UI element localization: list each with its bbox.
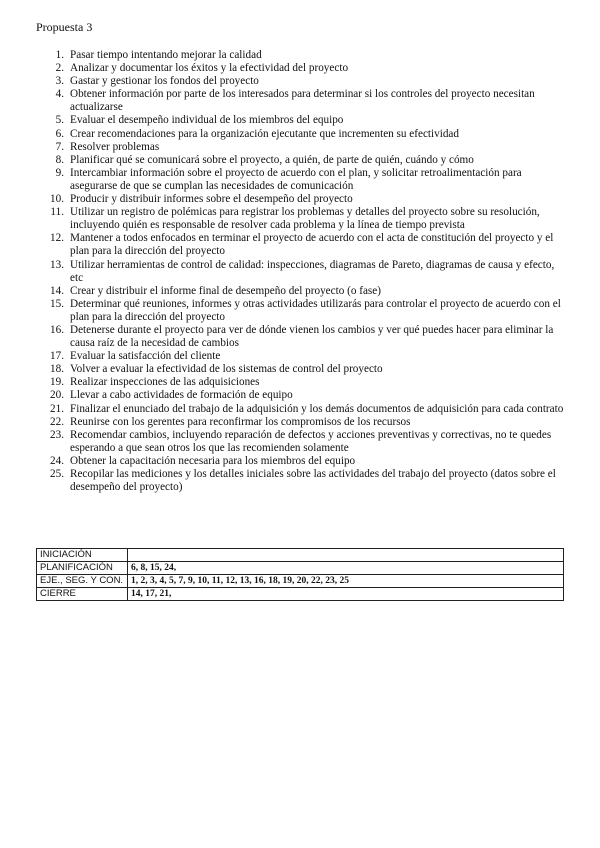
list-item-text: Utilizar herramientas de control de calidad: inspecciones, diagramas de Pareto, diagramas de causa y efecto, etc bbox=[70, 258, 555, 284]
table-row bbox=[37, 575, 564, 588]
list-item-number: 19. bbox=[50, 376, 64, 389]
list-item bbox=[36, 88, 566, 114]
phase-label: EJE., SEG. Y CON. bbox=[37, 575, 128, 588]
list-item-number: 23. bbox=[50, 428, 64, 441]
list-item-number: 6. bbox=[55, 127, 64, 140]
list-item bbox=[36, 154, 566, 167]
list-item-number: 11. bbox=[50, 206, 64, 219]
list-item-number: 22. bbox=[50, 415, 64, 428]
list-item bbox=[36, 193, 566, 206]
list-item-text: Determinar qué reuniones, informes y otras actividades utilizarás para controlar el proyecto de acuerdo con el plan para la dirección del proyecto bbox=[70, 297, 561, 323]
list-item-number: 24. bbox=[50, 454, 64, 467]
list-item-text: Obtener la capacitación necesaria para los miembros del equipo bbox=[70, 454, 356, 467]
list-item-number: 4. bbox=[55, 88, 64, 101]
list-item-number: 14. bbox=[50, 284, 64, 297]
table-row bbox=[37, 562, 564, 575]
list-item bbox=[36, 285, 566, 298]
list-item bbox=[36, 363, 566, 376]
phase-label: INICIACIÓN bbox=[37, 549, 128, 562]
list-item bbox=[36, 455, 566, 468]
list-item bbox=[36, 114, 566, 127]
phase-items: 14, 17, 21, bbox=[128, 588, 564, 601]
list-item bbox=[36, 167, 566, 193]
list-item bbox=[36, 259, 566, 285]
list-item-text: Mantener a todos enfocados en terminar el proyecto de acuerdo con el acta de constitución del proyecto y el plan para la dirección del proyecto bbox=[70, 232, 554, 258]
list-item-number: 2. bbox=[55, 62, 64, 75]
list-item-number: 7. bbox=[55, 140, 64, 153]
phases-table bbox=[36, 548, 564, 601]
list-item-text: Gastar y gestionar los fondos del proyecto bbox=[70, 75, 259, 88]
list-item bbox=[36, 62, 566, 75]
list-item-text: Evaluar el desempeño individual de los miembros del equipo bbox=[70, 114, 344, 127]
phase-items: 1, 2, 3, 4, 5, 7, 9, 10, 11, 12, 13, 16, 18, 19, 20, 22, 23, 25 bbox=[128, 575, 564, 588]
list-item bbox=[36, 128, 566, 141]
list-item-text: Detenerse durante el proyecto para ver de dónde vienen los cambios y ver qué puedes hacer para eliminar la causa raíz de la necesidad de cambios bbox=[70, 323, 554, 350]
list-item-number: 3. bbox=[55, 75, 64, 88]
list-item-number: 17. bbox=[50, 350, 64, 363]
list-item-number: 16. bbox=[50, 323, 64, 336]
list-item-number: 21. bbox=[50, 402, 64, 415]
list-item bbox=[36, 350, 566, 363]
list-item-number: 9. bbox=[55, 166, 64, 179]
phase-label: CIERRE bbox=[37, 588, 128, 601]
list-item-text: Utilizar un registro de polémicas para registrar los problemas y detalles del proyecto sobre su resolución, incluyendo quién es responsable de resolver cada problema y la línea de tiempo prevista bbox=[70, 206, 540, 232]
activity-list bbox=[36, 49, 566, 494]
list-item bbox=[36, 141, 566, 154]
list-item-number: 12. bbox=[50, 232, 64, 245]
list-item-text: Crear recomendaciones para la organización ejecutante que incrementen su efectividad bbox=[70, 127, 459, 140]
list-item-text: Planificar qué se comunicará sobre el proyecto, a quién, de parte de quién, cuándo y cómo bbox=[70, 153, 474, 166]
list-item-text: Obtener información por parte de los interesados para determinar si los controles del proyecto necesitan actualizarse bbox=[70, 88, 535, 114]
phase-items: 6, 8, 15, 24, bbox=[128, 562, 564, 575]
list-item-number: 15. bbox=[50, 297, 64, 310]
list-item-text: Finalizar el enunciado del trabajo de la adquisición y los demás documentos de adquisición para cada contrato bbox=[70, 402, 564, 415]
list-item-number: 25. bbox=[50, 468, 64, 480]
list-item-text: Realizar inspecciones de las adquisiciones bbox=[70, 376, 260, 389]
list-item bbox=[36, 389, 566, 402]
list-item-number: 5. bbox=[55, 114, 64, 127]
list-item-text: Pasar tiempo intentando mejorar la calidad bbox=[70, 49, 262, 61]
list-item-text: Recopilar las mediciones y los detalles iniciales sobre las actividades del trabajo del proyecto (datos sobre el desempeño del proyecto) bbox=[70, 468, 556, 494]
list-item bbox=[36, 75, 566, 88]
list-item-text: Recomendar cambios, incluyendo reparación de defectos y acciones preventivas y correctivas, no te quedes esperando a que sean otros los que las recomienden solamente bbox=[70, 428, 552, 454]
list-item bbox=[36, 232, 566, 258]
list-item-text: Evaluar la satisfacción del cliente bbox=[70, 350, 221, 363]
list-item-number: 18. bbox=[50, 363, 64, 376]
list-item-number: 8. bbox=[55, 153, 64, 166]
list-item-text: Volver a evaluar la efectividad de los sistemas de control del proyecto bbox=[70, 363, 383, 376]
list-item-text: Intercambiar información sobre el proyecto de acuerdo con el plan, y solicitar retroalimentación para asegurarse de que se cumplan las necesidades de comunicación bbox=[70, 166, 522, 192]
list-item-text: Analizar y documentar los éxitos y la efectividad del proyecto bbox=[70, 62, 349, 75]
list-item bbox=[36, 468, 566, 494]
list-item bbox=[36, 429, 566, 455]
list-item-text: Resolver problemas bbox=[70, 140, 160, 153]
list-item bbox=[36, 403, 566, 416]
list-item-text: Crear y distribuir el informe final de desempeño del proyecto (o fase) bbox=[70, 284, 381, 297]
document-title: Propuesta 3 bbox=[36, 20, 93, 34]
list-item bbox=[36, 49, 566, 62]
list-item-text: Llevar a cabo actividades de formación de equipo bbox=[70, 389, 293, 402]
list-item-number: 1. bbox=[55, 49, 64, 61]
list-item-number: 20. bbox=[50, 389, 64, 402]
list-item-number: 10. bbox=[50, 193, 64, 206]
table-row bbox=[37, 588, 564, 601]
list-item-text: Producir y distribuir informes sobre el desempeño del proyecto bbox=[70, 193, 353, 206]
list-item bbox=[36, 324, 566, 350]
list-item bbox=[36, 376, 566, 389]
phase-items bbox=[128, 549, 564, 562]
list-item bbox=[36, 298, 566, 324]
list-item-text: Reunirse con los gerentes para reconfirmar los compromisos de los recursos bbox=[70, 415, 411, 428]
list-item bbox=[36, 416, 566, 429]
list-item-number: 13. bbox=[50, 258, 64, 271]
phase-label: PLANIFICACIÓN bbox=[37, 562, 128, 575]
table-row bbox=[37, 549, 564, 562]
list-item bbox=[36, 206, 566, 232]
